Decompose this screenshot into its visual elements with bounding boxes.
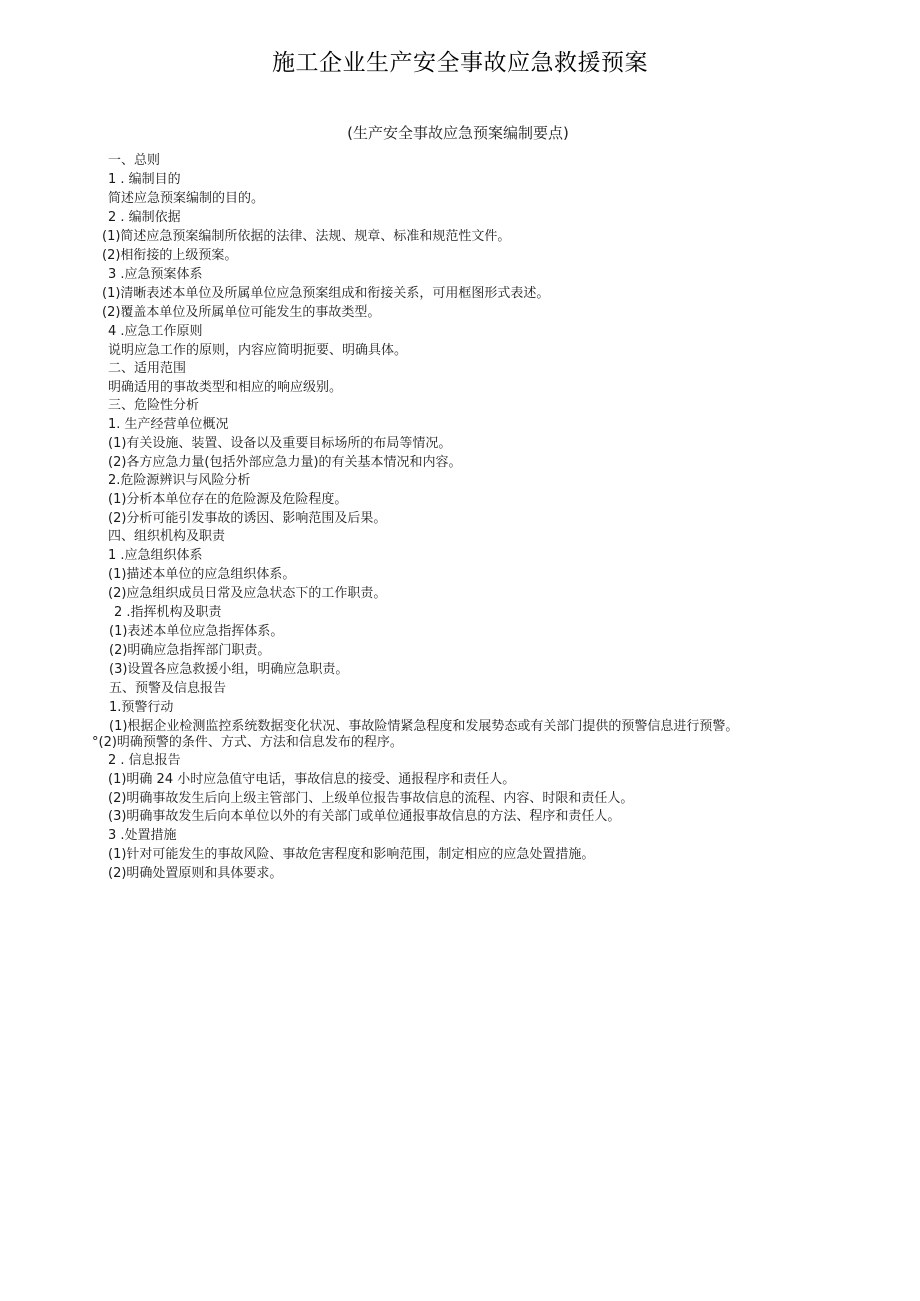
list-item: (1)描述本单位的应急组织体系。 bbox=[108, 567, 296, 582]
list-item: (2)应急组织成员日常及应急状态下的工作职责。 bbox=[108, 586, 387, 601]
section-heading: 四、组织机构及职责 bbox=[108, 529, 226, 544]
subsection-heading: 2 .指挥机构及职责 bbox=[114, 605, 222, 620]
subsection-heading: 2 . 信息报告 bbox=[108, 753, 181, 768]
list-item: (2)各方应急力量(包括外部应急力量)的有关基本情况和内容。 bbox=[108, 455, 462, 470]
list-item: (2)分析可能引发事故的诱因、影响范围及后果。 bbox=[108, 511, 387, 526]
list-item: (2)明确处置原则和具体要求。 bbox=[108, 866, 283, 881]
subsection-heading: 1.预警行动 bbox=[109, 700, 174, 715]
subsection-heading: 2 . 编制依据 bbox=[108, 210, 181, 225]
list-item: (1)清晰表述本单位及所属单位应急预案组成和衔接关系，可用框图形式表述。 bbox=[102, 286, 550, 301]
section-heading: 一、总则 bbox=[108, 153, 161, 168]
section-heading: 二、适用范围 bbox=[108, 361, 187, 376]
document-title: 施工企业生产安全事故应急救援预案 bbox=[272, 50, 648, 76]
list-item: (2)明确事故发生后向上级主管部门、上级单位报告事故信息的流程、内容、时限和责任人。 bbox=[108, 791, 634, 806]
document-subtitle: (生产安全事故应急预案编制要点) bbox=[347, 124, 569, 142]
list-item: (1)表述本单位应急指挥体系。 bbox=[109, 624, 284, 639]
subsection-heading: 1 .应急组织体系 bbox=[108, 548, 203, 563]
subsection-heading: 1. 生产经营单位概况 bbox=[108, 417, 229, 432]
list-item: (1)针对可能发生的事故风险、事故危害程度和影响范围，制定相应的应急处置措施。 bbox=[108, 847, 595, 862]
list-item: (1)根据企业检测监控系统数据变化状况、事故险情紧急程度和发展势态或有关部门提供的预警信息进行预警。 bbox=[109, 719, 739, 734]
subsection-heading: 3 .处置措施 bbox=[108, 828, 177, 843]
section-heading: 三、危险性分析 bbox=[108, 398, 200, 413]
list-item: (1)明确 24 小时应急值守电话，事故信息的接受、通报程序和责任人。 bbox=[108, 772, 516, 787]
list-item: (1)分析本单位存在的危险源及危险程度。 bbox=[108, 492, 348, 507]
subsection-heading: 1 . 编制目的 bbox=[108, 172, 181, 187]
list-item: (3)设置各应急救援小组，明确应急职责。 bbox=[109, 662, 349, 677]
list-item: °(2)明确预警的条件、方式、方法和信息发布的程序。 bbox=[92, 735, 403, 750]
list-item: (1)有关设施、装置、设备以及重要目标场所的布局等情况。 bbox=[108, 436, 452, 451]
body-text: 说明应急工作的原则，内容应简明扼要、明确具体。 bbox=[108, 343, 408, 358]
subsection-heading: 3 .应急预案体系 bbox=[108, 267, 203, 282]
list-item: (2)明确应急指挥部门职责。 bbox=[109, 643, 271, 658]
list-item: (2)覆盖本单位及所属单位可能发生的事故类型。 bbox=[102, 305, 381, 320]
list-item: (3)明确事故发生后向本单位以外的有关部门或单位通报事故信息的方法、程序和责任人。 bbox=[108, 809, 621, 824]
list-item: (1)简述应急预案编制所依据的法律、法规、规章、标准和规范性文件。 bbox=[102, 229, 511, 244]
subsection-heading: 2.危险源辨识与风险分析 bbox=[108, 473, 251, 488]
body-text: 明确适用的事故类型和相应的响应级别。 bbox=[108, 380, 343, 395]
subsection-heading: 4 .应急工作原则 bbox=[108, 324, 203, 339]
section-heading: 五、预警及信息报告 bbox=[109, 681, 227, 696]
list-item: (2)相衔接的上级预案。 bbox=[102, 248, 238, 263]
body-text: 简述应急预案编制的目的。 bbox=[108, 191, 265, 206]
